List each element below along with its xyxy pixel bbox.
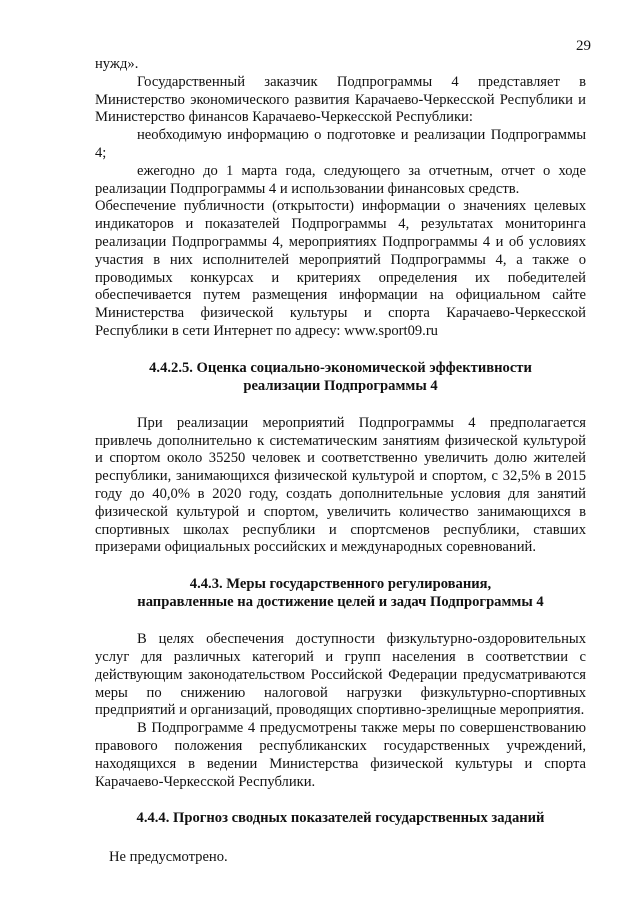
document-body — [95, 56, 586, 867]
paragraph-legal-status: В Подпрограмме 4 предусмотрены также меры по совершенствованию правового положения республиканских государственных учреждений, находящихся в ведении Министерства физической культуры и спорта Карачаево-Черкесской Республики. — [95, 720, 586, 790]
section-heading-regulation-line1: 4.4.3. Меры государственного регулирования, — [189, 576, 492, 593]
section-heading-regulation — [95, 575, 586, 611]
paragraph-info-requirement: необходимую информацию о подготовке и реализации Подпрограммы 4; — [95, 127, 586, 161]
paragraph-publicity: Обеспечение публичности (открытости) информации о значениях целевых индикаторов и показателей Подпрограммы 4, результатах мониторинга реализации Подпрограммы 4, мероприятиях Подпрограммы 4 и об условиях участия в них исполнителей мероприятий Подпрограммы 4, а также о проводимых конкурсах и критериях определения их победителей обеспечивается путем размещения информации на официальном сайте Министерства физической культуры и спорта Карачаево-Черкесской Республики в сети Интернет по адресу: www.sport09.ru — [95, 198, 586, 339]
paragraph-efficiency: При реализации мероприятий Подпрограммы 4 предполагается привлечь дополнительно к систематическим занятиям физической культурой и спортом около 35250 человек и соответственно увеличить долю жителей республики, занимающихся физической культурой и спортом, с 32,5% в 2015 году до 40,0% в 2020 году, создать дополнительные условия для занятий физической культурой и спортом, увеличить количество занимающихся в спортивных школах республики и спортсменов республики, ставших призерами официальных российских и международных соревнований. — [95, 414, 586, 556]
section-heading-efficiency — [95, 359, 586, 395]
paragraph-not-provided: Не предусмотрено. — [109, 849, 228, 866]
section-heading-efficiency-line2: реализации Подпрограммы 4 — [243, 377, 438, 394]
lead-fragment: нужд». — [95, 56, 139, 72]
section-heading-efficiency-line1: 4.4.2.5. Оценка социально-экономической эффективности — [149, 359, 532, 376]
paragraph-state-customer: Государственный заказчик Подпрограммы 4 представляет в Министерство экономического развития Карачаево-Черкесской Республики и Министерство финансов Карачаево-Черкесской Республики: — [95, 73, 586, 126]
paragraph-annual-report: ежегодно до 1 марта года, следующего за отчетным, отчет о ходе реализации Подпрограммы 4 и использовании финансовых средств. — [95, 162, 586, 197]
section-heading-regulation-line2: направленные на достижение целей и задач Подпрограммы 4 — [137, 594, 544, 611]
section-heading-forecast: 4.4.4. Прогноз сводных показателей государственных заданий — [136, 810, 545, 827]
page-number: 29 — [576, 38, 591, 54]
paragraph-tax-measures: В целях обеспечения доступности физкультурно-оздоровительных услуг для различных категорий и групп населения в соответствии с действующим законодательством Российской Федерации предусматриваются меры по снижению налоговой нагрузки физкультурно-спортивных предприятий и организаций, проводящих спортивно-зрелищные мероприятия. — [95, 631, 586, 719]
